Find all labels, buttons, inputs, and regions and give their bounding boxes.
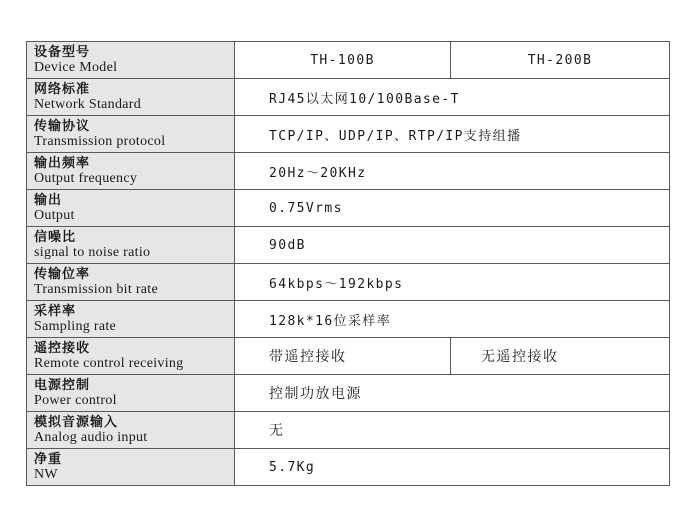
label-cn: 电源控制 <box>34 378 91 393</box>
label-cn: 采样率 <box>34 304 77 319</box>
spec-row-weight <box>27 449 670 486</box>
label-cn: 网络标准 <box>34 82 91 97</box>
label-en: Network Standard <box>34 97 142 112</box>
label-en: Transmission protocol <box>34 134 166 149</box>
spec-row-output <box>27 190 670 227</box>
spec-value: TH-200B <box>451 42 670 79</box>
spec-label <box>27 79 235 116</box>
spec-label <box>27 338 235 375</box>
label-en: Device Model <box>34 60 118 75</box>
label-cn: 输出频率 <box>34 156 91 171</box>
spec-label <box>27 227 235 264</box>
spec-table <box>26 41 670 486</box>
spec-value: 5.7Kg <box>235 449 670 486</box>
spec-value: 无 <box>235 412 670 449</box>
label-cn: 传输协议 <box>34 119 91 134</box>
label-en: Remote control receiving <box>34 356 184 371</box>
spec-label <box>27 42 235 79</box>
spec-value: TH-100B <box>235 42 451 79</box>
spec-label <box>27 412 235 449</box>
spec-row-protocol <box>27 116 670 153</box>
spec-row-power <box>27 375 670 412</box>
spec-row-network <box>27 79 670 116</box>
spec-value: 0.75Vrms <box>235 190 670 227</box>
label-en: Power control <box>34 393 117 408</box>
spec-value: 无遥控接收 <box>451 338 670 375</box>
spec-row-model <box>27 42 670 79</box>
spec-value: 带遥控接收 <box>235 338 451 375</box>
spec-row-frequency <box>27 153 670 190</box>
spec-label <box>27 301 235 338</box>
label-cn: 模拟音源输入 <box>34 415 119 430</box>
label-cn: 遥控接收 <box>34 341 91 356</box>
spec-row-remote <box>27 338 670 375</box>
spec-value: 20Hz～20KHz <box>235 153 670 190</box>
spec-label <box>27 375 235 412</box>
label-en: Output frequency <box>34 171 138 186</box>
spec-label <box>27 153 235 190</box>
spec-label <box>27 190 235 227</box>
spec-row-snr <box>27 227 670 264</box>
spec-label <box>27 449 235 486</box>
label-en: signal to noise ratio <box>34 245 151 260</box>
label-en: Sampling rate <box>34 319 117 334</box>
label-en: Analog audio input <box>34 430 148 445</box>
spec-label <box>27 116 235 153</box>
spec-row-analog <box>27 412 670 449</box>
spec-row-sampling <box>27 301 670 338</box>
label-cn: 传输位率 <box>34 267 91 282</box>
label-cn: 净重 <box>34 452 63 467</box>
label-en: NW <box>34 467 58 482</box>
label-cn: 输出 <box>34 193 63 208</box>
spec-value: 64kbps～192kbps <box>235 264 670 301</box>
spec-value: 128k*16位采样率 <box>235 301 670 338</box>
spec-value: 90dB <box>235 227 670 264</box>
spec-value: 控制功放电源 <box>235 375 670 412</box>
spec-label <box>27 264 235 301</box>
label-en: Output <box>34 208 75 223</box>
spec-value: RJ45以太网10/100Base-T <box>235 79 670 116</box>
label-cn: 设备型号 <box>34 45 91 60</box>
label-cn: 信噪比 <box>34 230 77 245</box>
spec-value: TCP/IP、UDP/IP、RTP/IP支持组播 <box>235 116 670 153</box>
spec-row-bitrate <box>27 264 670 301</box>
label-en: Transmission bit rate <box>34 282 159 297</box>
